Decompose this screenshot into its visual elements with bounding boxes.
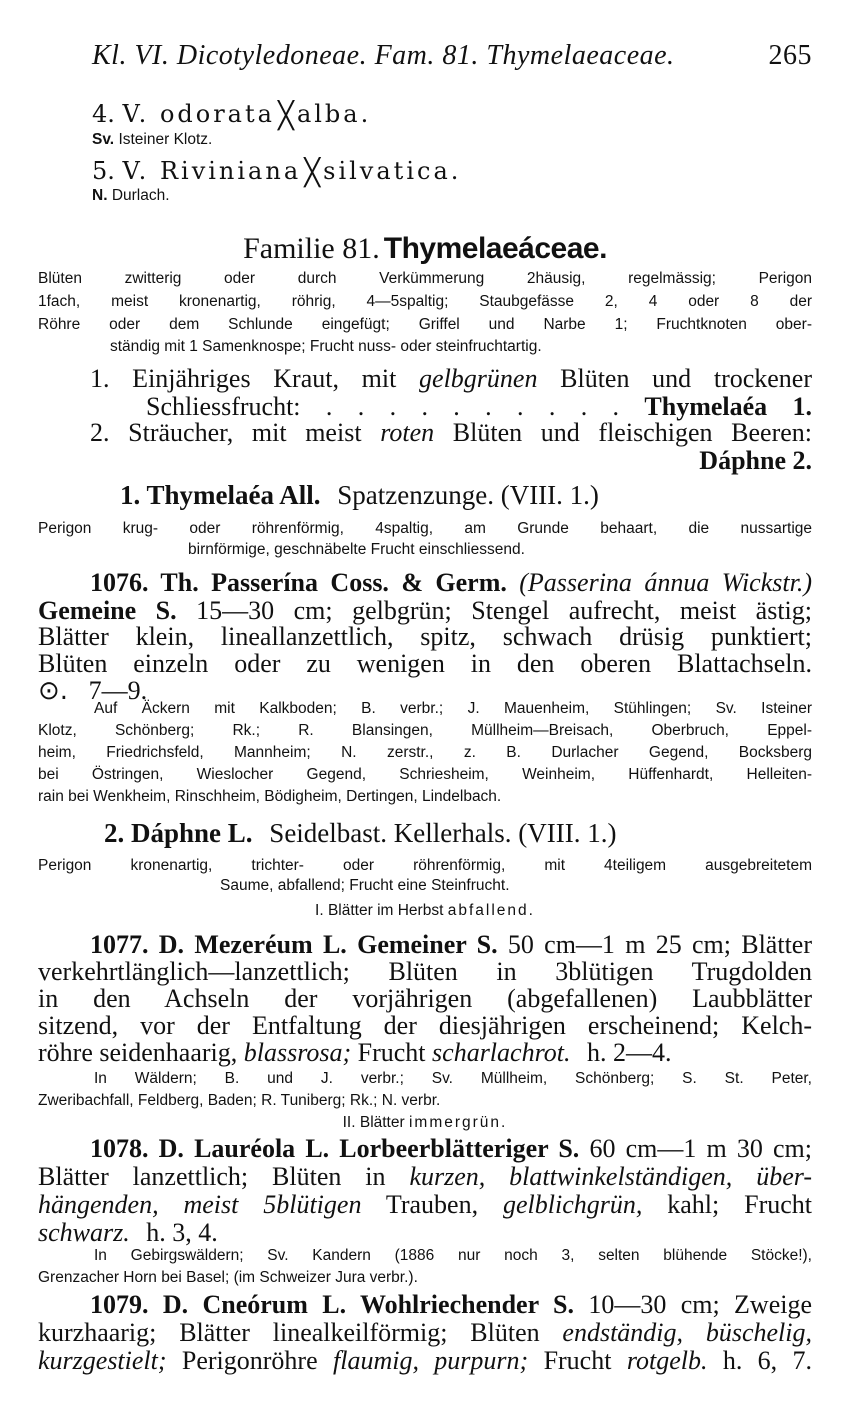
hybrid-cross-icon: ╳ xyxy=(304,158,320,188)
key-text: Blüten und trockener xyxy=(560,364,813,393)
distribution-line: Zweribachfall, Feldberg, Baden; R. Tuniberg; Rk.; N. verbr. xyxy=(38,1092,441,1109)
genus-desc-line: Saume, abfallend; Frucht eine Steinfrucht. xyxy=(220,877,510,894)
distribution-line: Auf Äckern mit Kalkboden; B. verbr.; J. Mauenheim, Stühlingen; Sv. Isteiner xyxy=(94,700,812,717)
hybrid-parent-a: V. Riviniana xyxy=(122,157,302,185)
hybrid-location xyxy=(92,187,170,205)
species-name: 1076. Th. Passerína Coss. & Germ. xyxy=(90,568,507,597)
genus-common-name: Spatzenzunge. (VIII. 1.) xyxy=(337,480,599,510)
family-desc-line: ständig mit 1 Samenknospe; Frucht nuss- oder steinfruchtartig. xyxy=(110,338,542,355)
species-text: 60 cm—1 m 30 cm; xyxy=(589,1134,813,1163)
species-text: Frucht xyxy=(543,1346,612,1375)
family-desc-line: Blüten zwitterig oder durch Verkümmerung 2häusig, regelmässig; Perigon xyxy=(38,270,812,287)
distribution-line: rain bei Wenkheim, Rinschheim, Bödigheim, Dertingen, Lindelbach. xyxy=(38,788,502,805)
species-name: 1077. D. Mezeréum L. Gemeiner S. xyxy=(90,930,498,959)
genus-name: 2. Dáphne L. xyxy=(104,818,253,848)
distribution-line: bei Östringen, Wieslocher Gegend, Schriesheim, Weinheim, Hüffenhardt, Helleiten- xyxy=(38,766,812,783)
species-text-line xyxy=(38,1346,812,1376)
species-text-italic: schwarz. xyxy=(38,1218,130,1247)
species-text: kurzhaarig; Blätter linealkeilförmig; Blüten xyxy=(38,1318,540,1347)
species-text: Blätter lanzettlich; Blüten in xyxy=(38,1162,386,1191)
hybrid-number: 5. xyxy=(92,157,115,185)
species-text-italic: kurzgestielt; xyxy=(38,1346,167,1375)
key-result: Thymelaéa 1. xyxy=(644,392,813,421)
section-text-spaced: abfallend. xyxy=(447,902,535,919)
species-text: Perigonröhre xyxy=(181,1346,318,1375)
genus-name: 1. Thymelaéa All. xyxy=(120,480,321,510)
distribution-line: heim, Friedrichsfeld, Mannheim; N. zerstr., z. B. Durlacher Gegend, Bocksberg xyxy=(38,744,812,761)
species-heading xyxy=(90,1134,812,1164)
distribution-line: In Gebirgswäldern; Sv. Kandern (1886 nur noch 3, selten blühende Stöcke!), xyxy=(94,1247,812,1264)
running-header xyxy=(92,40,812,72)
page-number: 265 xyxy=(768,40,812,71)
species-heading xyxy=(90,930,812,960)
distribution-line: Klotz, Schönberg; Rk.; R. Blansingen, Müllheim—Breisach, Oberbruch, Eppel- xyxy=(38,722,812,739)
species-text-line xyxy=(38,1162,812,1192)
genus-heading xyxy=(120,480,599,511)
genus-desc-line: Perigon krug- oder röhrenförmig, 4spaltig, am Grunde behaart, die nussartige xyxy=(38,520,812,537)
species-text-italic: scharlachrot. xyxy=(432,1038,571,1067)
species-text-italic: gelblichgrün, xyxy=(502,1190,643,1219)
section-heading xyxy=(0,902,850,920)
region-abbrev: Sv. xyxy=(92,131,115,148)
shrub-symbol-and-months: h. 6, 7. xyxy=(722,1346,813,1375)
key-result: Dáphne 2. xyxy=(699,446,812,475)
shrub-symbol-and-months: h. 2—4. xyxy=(586,1038,672,1067)
key-line xyxy=(90,364,812,394)
species-text-line: Blüten einzeln oder zu wenigen in den oberen Blattachseln. xyxy=(38,649,812,678)
species-text-line xyxy=(38,1190,812,1220)
location-text: Isteiner Klotz. xyxy=(118,131,213,148)
species-text-line: sitzend, vor der Entfaltung der diesjährigen erscheinend; Kelch- xyxy=(38,1011,812,1040)
species-text: kahl; Frucht xyxy=(667,1190,813,1219)
species-heading xyxy=(90,1290,812,1320)
species-text-line: verkehrtlänglich—lanzettlich; Blüten in 3blütigen Trugdolden xyxy=(38,957,812,986)
species-text-italic: kurzen, blattwinkelständigen, über- xyxy=(409,1162,813,1191)
species-text-italic: endständig, büschelig, xyxy=(562,1318,812,1347)
family-heading xyxy=(0,232,850,266)
section-text: I. Blätter im Herbst xyxy=(315,902,444,919)
species-text: 10—30 cm; Zweige xyxy=(588,1290,812,1319)
species-name: 1078. D. Lauréola L. Lorbeerblätteriger S. xyxy=(90,1134,580,1163)
family-desc-line: Röhre oder dem Schlunde eingefügt; Griffel und Narbe 1; Fruchtknoten ober- xyxy=(38,316,812,333)
hybrid-number: 4. xyxy=(92,100,115,128)
distribution-line: In Wäldern; B. und J. verbr.; Sv. Müllheim, Schönberg; S. St. Peter, xyxy=(94,1070,812,1087)
species-text-line xyxy=(38,1038,671,1068)
family-name: Thymelaeáceae. xyxy=(383,232,607,265)
flowering-months: 7—9. xyxy=(88,676,148,705)
key-dots: . . . . . . . . . . xyxy=(325,392,620,421)
species-text: 50 cm—1 m 25 cm; Blätter xyxy=(507,930,812,959)
species-text-line xyxy=(38,1318,812,1348)
species-text-italic: rotgelb. xyxy=(626,1346,708,1375)
location-text: Durlach. xyxy=(111,187,170,204)
genus-desc-line: Perigon kronenartig, trichter- oder röhrenförmig, mit 4teiligem ausgebreitetem xyxy=(38,857,812,874)
species-text-italic: blassrosa; xyxy=(243,1038,352,1067)
species-text: Trauben, xyxy=(385,1190,479,1219)
key-text-italic: roten xyxy=(380,418,435,447)
species-heading xyxy=(90,568,812,598)
species-text-line xyxy=(38,1218,218,1248)
key-text: Schliessfrucht: xyxy=(146,392,301,421)
species-text-line: Blätter klein, lineallanzettlich, spitz, schwach drüsig punktiert; xyxy=(38,622,812,651)
region-abbrev: N. xyxy=(92,187,108,204)
species-text-italic: hängenden, meist 5blütigen xyxy=(38,1190,362,1219)
header-title: Kl. VI. Dicotyledoneae. Fam. 81. Thymelaeaceae. xyxy=(92,40,675,71)
hybrid-cross-icon: ╳ xyxy=(278,101,294,131)
genus-desc-line: birnförmige, geschnäbelte Frucht einschliessend. xyxy=(188,541,525,558)
common-name: Gemeine S. xyxy=(38,596,177,625)
key-text: 1. Einjähriges Kraut, mit xyxy=(90,364,397,393)
hybrid-entry xyxy=(92,157,461,188)
hybrid-parent-a: V. odorata xyxy=(122,100,275,128)
species-text-italic: flaumig, purpurn; xyxy=(333,1346,529,1375)
hybrid-parent-b: alba. xyxy=(296,100,372,128)
species-text: Frucht xyxy=(357,1038,426,1067)
section-text: II. Blätter xyxy=(342,1114,405,1131)
hybrid-location xyxy=(92,131,212,149)
section-text-spaced: immergrün. xyxy=(408,1114,508,1131)
hybrid-parent-b: silvatica. xyxy=(323,157,462,185)
section-heading xyxy=(0,1114,850,1132)
shrub-symbol-and-months: h. 3, 4. xyxy=(146,1218,218,1247)
family-desc-line: 1fach, meist kronenartig, röhrig, 4—5spaltig; Staubgefässe 2, 4 oder 8 der xyxy=(38,293,812,310)
key-line xyxy=(90,418,812,448)
genus-common-name: Seidelbast. Kellerhals. (VIII. 1.) xyxy=(269,818,617,848)
species-name: 1079. D. Cneórum L. Wohlriechender S. xyxy=(90,1290,574,1319)
genus-heading xyxy=(104,818,616,849)
family-label: Familie 81. xyxy=(243,232,380,265)
key-text: Blüten und fleischigen Beeren: xyxy=(452,418,812,447)
key-text: 2. Sträucher, mit meist xyxy=(90,418,362,447)
species-text-line: in den Achseln der vorjährigen (abgefallenen) Laubblätter xyxy=(38,984,812,1013)
distribution-line: Grenzacher Horn bei Basel; (im Schweizer Jura verbr.). xyxy=(38,1269,418,1286)
species-text: 15—30 cm; gelbgrün; Stengel aufrecht, meist ästig; xyxy=(196,596,812,625)
species-text: röhre seidenhaarig, xyxy=(38,1038,238,1067)
hybrid-entry xyxy=(92,100,371,131)
key-text-italic: gelbgrünen xyxy=(419,364,538,393)
species-synonym: (Passerina ánnua Wickstr.) xyxy=(519,568,812,597)
annual-symbol-icon: ⊙. xyxy=(38,676,69,706)
